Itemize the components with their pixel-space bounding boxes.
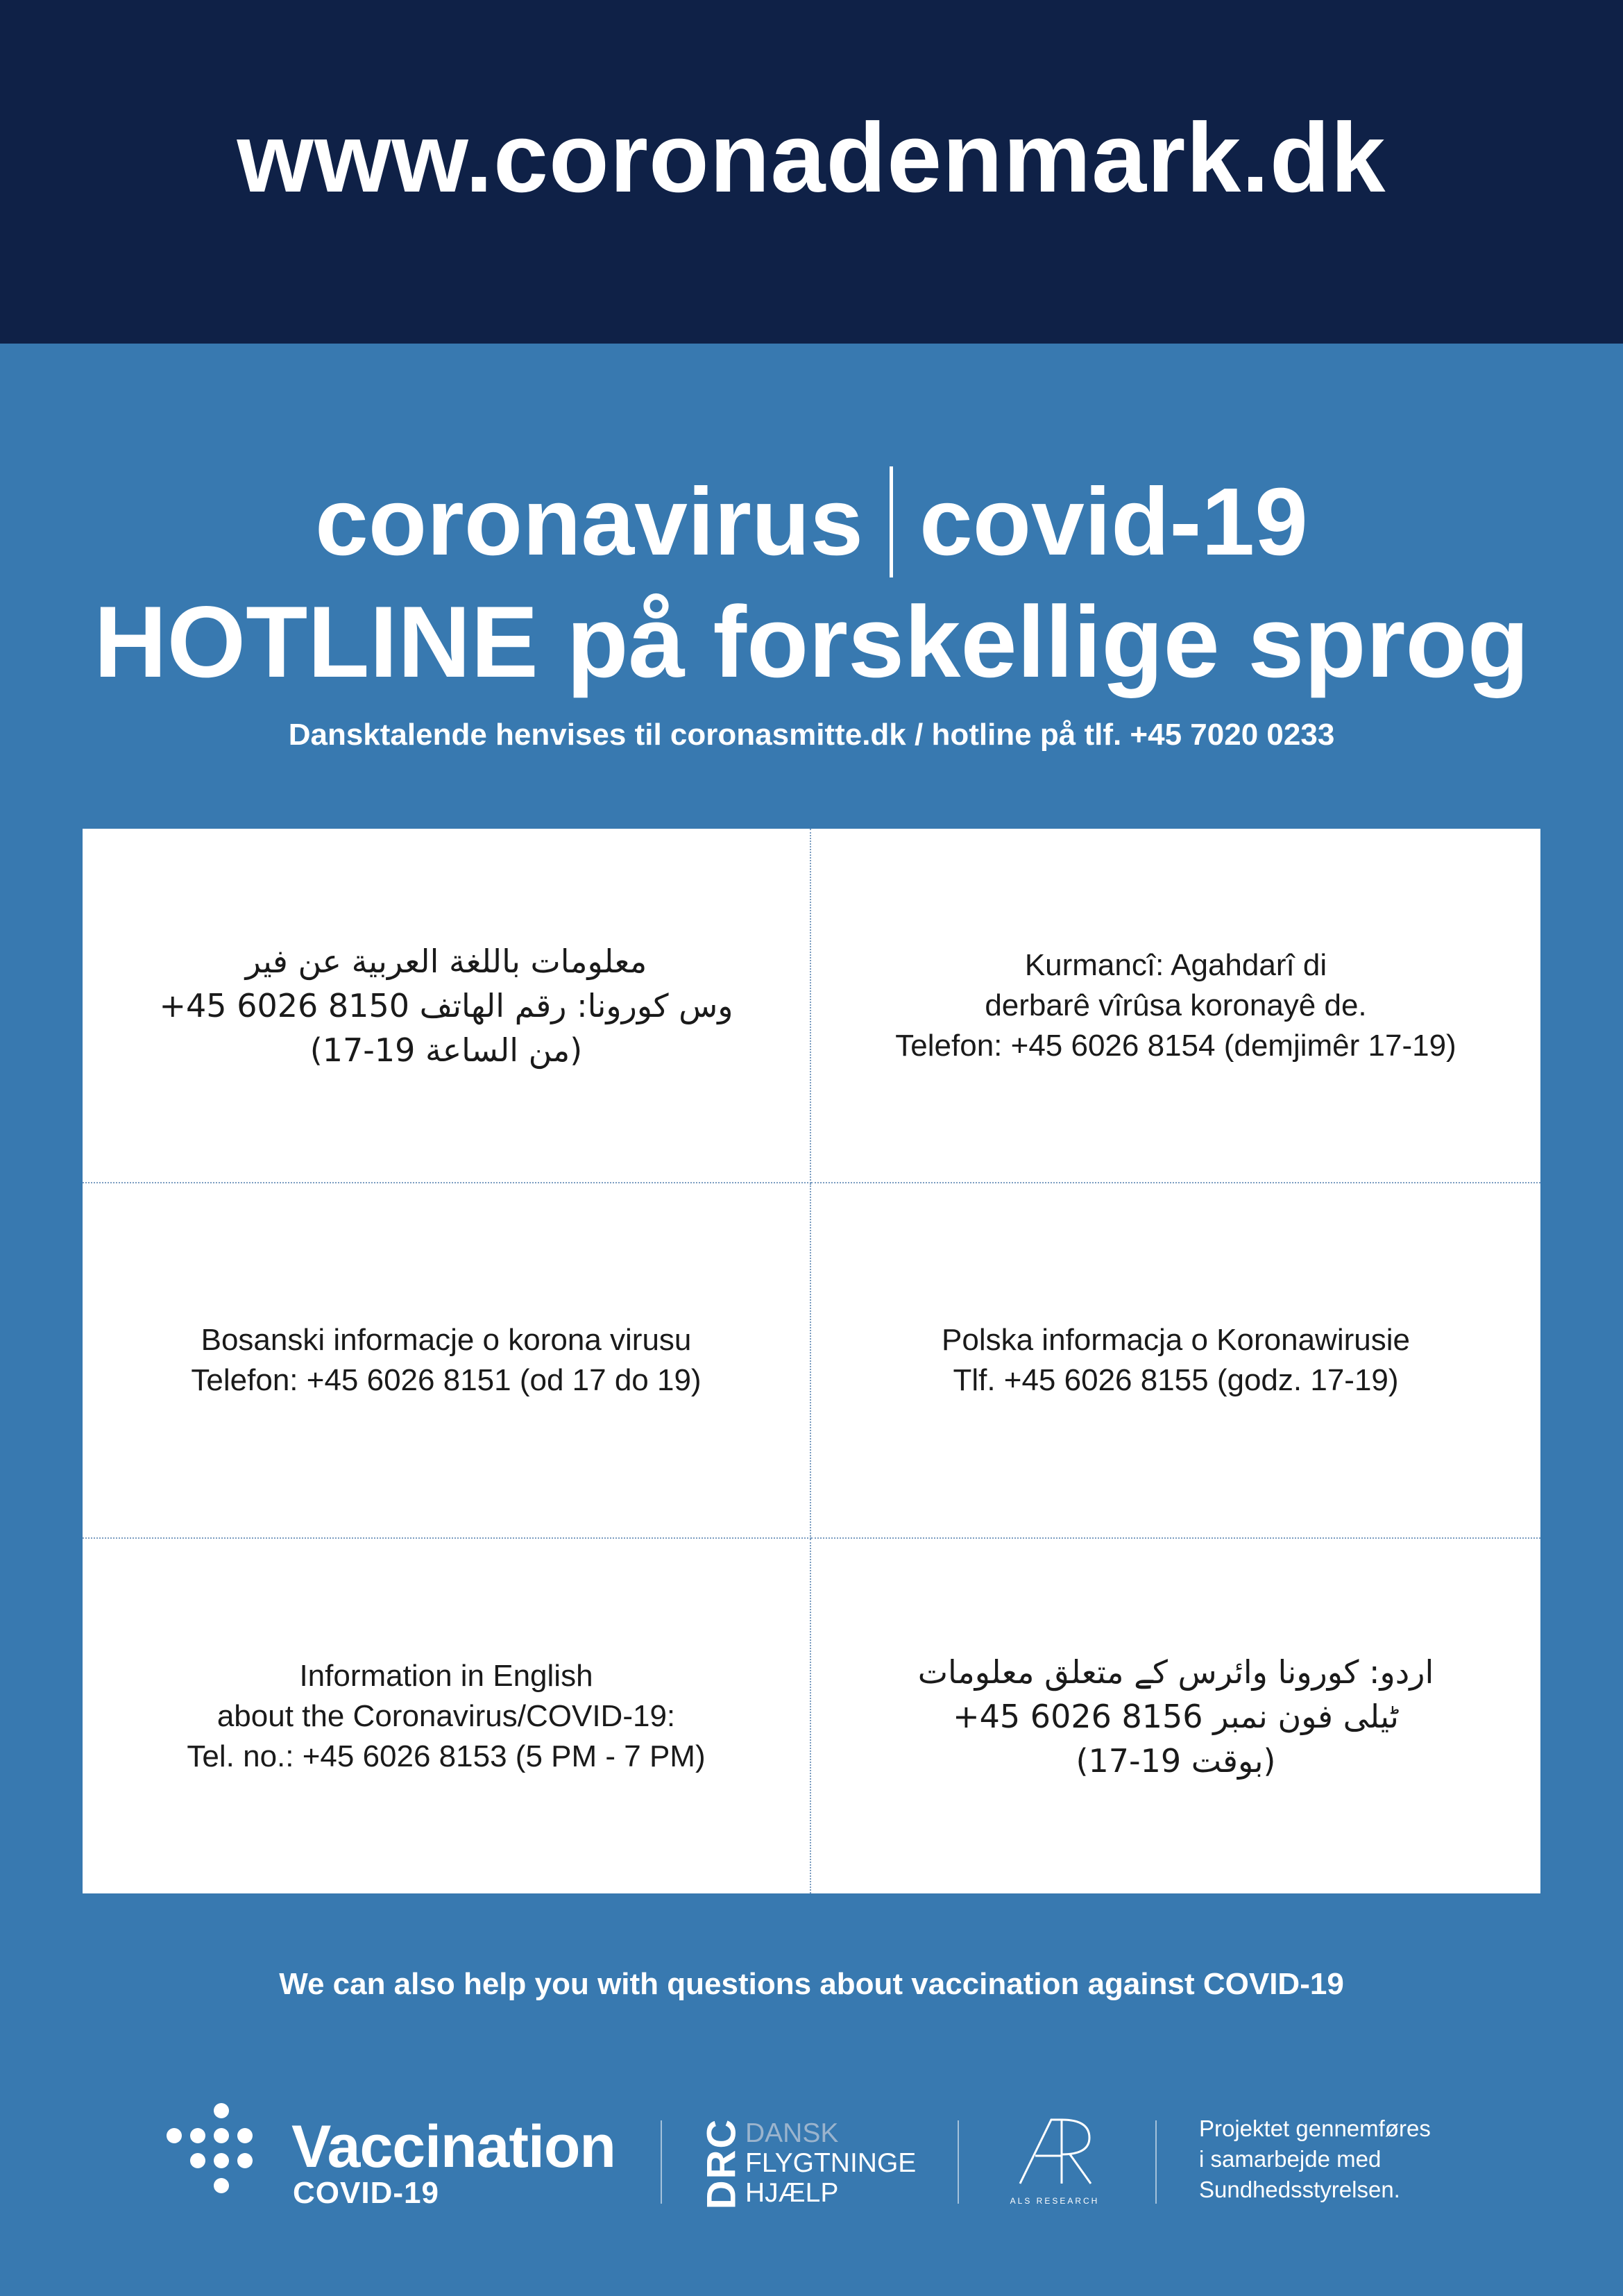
title-coronavirus: coronavirus: [315, 469, 864, 575]
project-note: Projektet gennemføres i samarbejde med Sundhedsstyrelsen.: [1199, 2116, 1431, 2202]
vaccination-logo-sub: COVID-19: [293, 2176, 439, 2210]
drc-line-2: FLYGTNINGE: [745, 2148, 917, 2178]
footer-divider: [661, 2120, 662, 2204]
hotline-english-text: Information in English about the Coronavirus/COVID-19: Tel. no.: +45 6026 8153 (5 PM - 7 PM): [187, 1658, 706, 1773]
hotline-kurmanci-text: Kurmancî: Agahdarî di derbarê vîrûsa koronayê de. Telefon: +45 6026 8154 (demjimêr 17-19): [895, 947, 1456, 1063]
hotline-kurmanci: [811, 829, 1540, 1183]
als-research-logo: [999, 2114, 1110, 2211]
drc-logo: [701, 2118, 930, 2209]
vaccination-note: We can also help you with questions about vaccination against COVID-19: [279, 1967, 1344, 2001]
hotline-arabic-text: معلومات باللغة العربية عن فير وس كورونا: رقم الهاتف 8150 6026 45+ (من الساعة 19-17): [159, 942, 733, 1069]
hotline-urdu: [811, 1539, 1540, 1893]
als-monogram-icon: [1013, 2114, 1096, 2191]
title-line-1: [0, 466, 1623, 577]
footer-divider: [1155, 2120, 1157, 2204]
drc-mark: [699, 2118, 745, 2209]
hotline-bosnian: [83, 1183, 811, 1539]
vaccination-logo-word: Vaccination: [291, 2113, 615, 2180]
danish-hotline-note: Dansktalende henvises til coronasmitte.dk / hotline på tlf. +45 7020 0233: [288, 718, 1335, 752]
drc-mark-text: DRC: [699, 2118, 745, 2209]
footer-logos: [0, 2089, 1623, 2228]
title-line-2: HOTLINE på forskellige sprog: [94, 585, 1529, 698]
title-divider: [890, 466, 893, 577]
website-url[interactable]: www.coronadenmark.dk: [237, 102, 1386, 213]
als-research-text: ALS RESEARCH: [1010, 2196, 1100, 2206]
top-banner: [0, 0, 1623, 344]
hotline-polish: [811, 1183, 1540, 1539]
drc-line-1: DANSK: [745, 2118, 839, 2148]
hotline-bosnian-text: Bosanski informacje o korona virusu Telefon: +45 6026 8151 (od 17 do 19): [191, 1323, 702, 1397]
hotline-english: [83, 1539, 811, 1893]
drc-wordmark: [745, 2118, 916, 2208]
vaccination-logo: [167, 2089, 618, 2221]
footer-divider: [958, 2120, 959, 2204]
hotline-grid: [83, 829, 1540, 1893]
hotline-urdu-text: اردو: کورونا وائرس کے متعلق معلومات ٹیلی فون نمبر 8156 6026 45+ (بوقت 19-17): [917, 1653, 1434, 1780]
title-covid19: covid-19: [919, 469, 1308, 575]
vaccination-dots-icon: [167, 2103, 278, 2221]
hotline-arabic: [83, 829, 811, 1183]
hotline-polish-text: Polska informacja o Koronawirusie Tlf. +45 6026 8155 (godz. 17-19): [942, 1323, 1410, 1397]
drc-line-3: HJÆLP: [745, 2178, 839, 2208]
